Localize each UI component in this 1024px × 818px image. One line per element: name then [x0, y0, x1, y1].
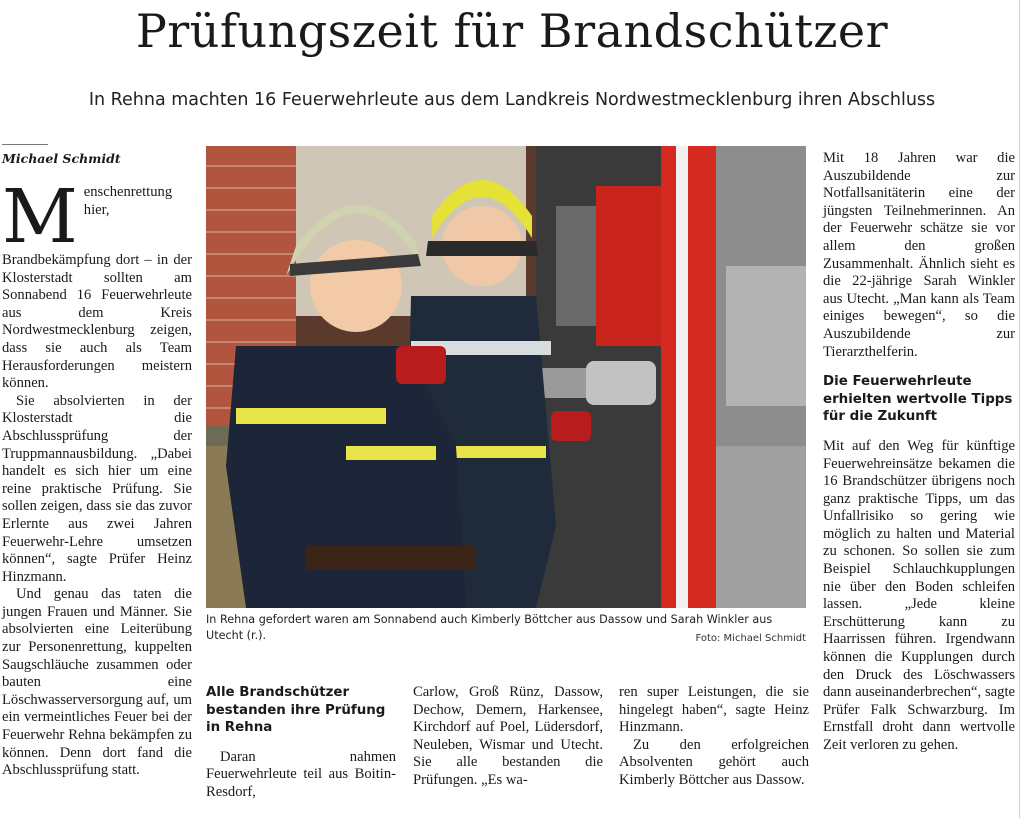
paragraph: Carlow, Groß Rünz, Dassow, Dechow, Demern, Harkensee, Kirchdorf auf Poel, Lüdersdorf, Neuleben, Wismar und Utecht. Sie alle bestanden die Prüfungen. „Es wa- [413, 684, 603, 788]
article-photo [206, 146, 806, 608]
paragraph: Mit 18 Jahren war die Auszubildende zur Notfallsanitäterin eine der jüngsten Teilnehmerinnen. An der Feuerwehr schätze sie vor allem den großen Zusammenhalt. Ähnlich sieht es die 22-jährige Sarah Winkler aus Utecht. „Man kann als Team einiges bewegen“, so die Auszubildende zur Tierarzthelferin. [823, 150, 1015, 360]
paragraph: Daran nahmen Feuerwehrleute teil aus Boitin-Resdorf, [206, 748, 396, 800]
page-edge-rule [1019, 0, 1020, 818]
paragraph: Sie absolvierten in der Klosterstadt die Abschlussprüfung der Truppmannausbildung. „Dabei handelt es sich hier um eine reine praktische Prüfung. Sie sollen zeigen, dass sie das zuvor Erlernte aus zwei Jahren Feuerwehr-Lehre umsetzen können“, sagte Prüfer Heinz Hinzmann. [2, 392, 192, 585]
author-rule [2, 144, 48, 145]
photo-credit: Foto: Michael Schmidt [695, 633, 806, 644]
article-author: Michael Schmidt [2, 151, 121, 166]
paragraph: Zu den erfolgreichen Absolventen gehört auch Kimberly Böttcher aus Dassow. [619, 736, 809, 788]
article-headline: Prüfungszeit für Brandschützer [135, 4, 889, 58]
article-subline: In Rehna machten 16 Feuerwehrleute aus dem Landkreis Nordwestmecklenburg ihren Abschluss [88, 90, 936, 110]
paragraph: Und genau das taten die jungen Frauen und Männer. Sie absolvierten eine Leiterübung zur Personenrettung, kuppelten Saugschläuche zusammen oder bauten eine Löschwasserversorgung auf, um ein vermeintliches Feuer bei der Feuerwehr Rehna bekämpfen zu können. Denn dort fand die Abschlussprüfung statt. [2, 586, 192, 779]
drop-cap: M [2, 174, 78, 260]
article-bottom-column-3 [619, 684, 809, 790]
subheading: Alle Brandschützer bestanden ihre Prüfung in Rehna [206, 685, 386, 736]
article-column-1 [2, 174, 192, 780]
article-bottom-column-1 [206, 684, 396, 802]
paragraph: Mit auf den Weg für künftige Feuerwehreinsätze bekamen die 16 Brandschützer übrigens noch ganz praktische Tipps, um das Unfallrisiko so gering wie möglich zu halten und Material zu schonen. So sollen sie zum Beispiel Schlauchkupplungen nie über den Boden schleifen lassen. „Jede kleine Erschütterung kann zu Haarrissen führen. Irgendwann können die Kupplungen durch den Druck des Löschwassers dann auseinanderbrechen“, sagte Prüfer Falk Schwarzburg. Im Ernstfall droht dann wertvolle Zeit verloren zu gehen. [823, 437, 1015, 753]
firefighters-photo [206, 146, 806, 608]
article-bottom-column-2 [413, 684, 603, 790]
photo-caption: In Rehna gefordert waren am Sonnabend auch Kimberly Böttcher aus Dassow und Sarah Winkler aus Utecht (r.). [206, 613, 773, 642]
subheading: Die Feuerwehrleute erhielten wertvolle Tipps für die Zukunft [823, 374, 1013, 425]
paragraph: ren super Leistungen, die sie hingelegt haben“, sagte Heinz Hinzmann. [619, 684, 809, 736]
paragraph: enschenrettung hier, Brandbekämpfung dort – in der Klosterstadt sollten am Sonnabend 16 Feuerwehrleute aus dem Kreis Nordwestmecklenburg zeigen, dass sie auch als Team Herausforderungen meistern können. [2, 184, 192, 392]
article-column-right [823, 150, 1015, 755]
